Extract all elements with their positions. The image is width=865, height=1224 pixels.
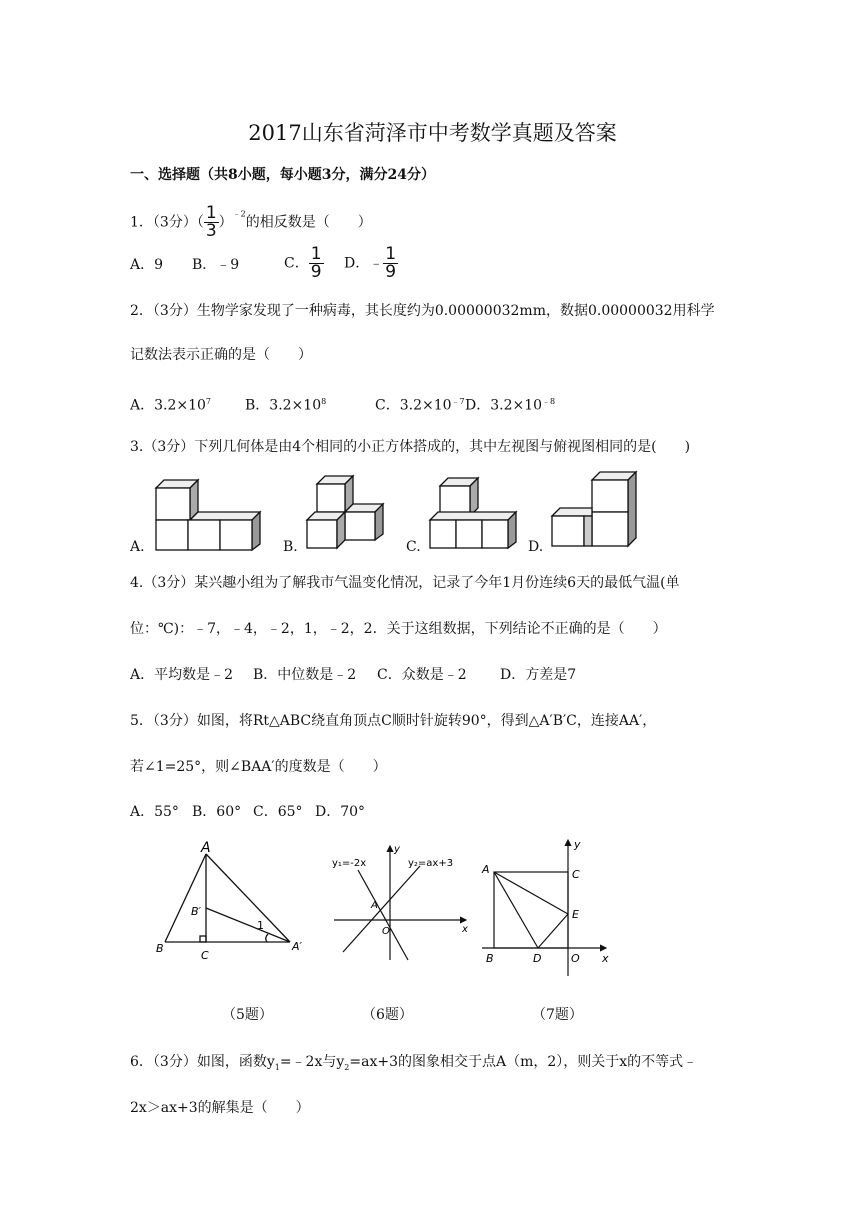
page-title: 2017山东省菏泽市中考数学真题及答案	[248, 121, 617, 145]
f7-label-xaxis: x	[602, 952, 609, 965]
q4-option-a: A．平均数是﹣2	[130, 667, 234, 683]
q3-line-1: 3.（3分）下列几何体是由4个相同的小正方体搭成的，其中左视图与俯视图相同的是( )	[130, 439, 691, 455]
q2-option-b: B．$3.2\times 10^8$	[245, 397, 327, 414]
f6-label-y2: y₂=ax+3	[408, 858, 454, 869]
q1-option-d: D．﹣ $\frac{1}{9}$	[344, 244, 397, 282]
f7-label-c: C	[572, 868, 580, 881]
q3-cube-figure-d	[548, 470, 640, 552]
q6-line-2: 2x＞ax+3的解集是（ ）	[130, 1100, 310, 1116]
figure-5-triangle	[150, 840, 320, 965]
q5-option-d: D．70°	[315, 804, 366, 820]
caption-5: （5题）	[222, 1007, 273, 1023]
q4-option-b: B．中位数是﹣2	[253, 667, 357, 683]
f5-label-angle-1: 1	[257, 919, 264, 932]
q3-option-c: C.	[406, 539, 421, 555]
caption-6: （6题）	[362, 1007, 413, 1023]
f5-label-a: A	[201, 840, 211, 856]
q3-cube-figure-a	[150, 478, 262, 552]
q5-line-2: 若∠1=25°，则∠BAA′的度数是（ ）	[130, 759, 387, 775]
q4-option-c: C．众数是﹣2	[377, 667, 467, 683]
q3-cube-figure-c	[426, 476, 521, 550]
caption-7: （7题）	[532, 1007, 583, 1023]
figure-7-square	[478, 836, 613, 976]
q2-line-2: 记数法表示正确的是（ ）	[130, 347, 312, 363]
q1-option-b: B．﹣9	[192, 257, 240, 273]
q5-option-a: A．55°	[130, 804, 179, 820]
q3-option-a: A.	[130, 539, 145, 555]
f7-label-a: A	[482, 863, 490, 876]
q3-option-d: D.	[528, 539, 544, 555]
f5-label-b: B	[156, 942, 164, 955]
q6-line-1: 6．（3分）如图，函数$y_1=﹣2x$与$y_2=ax+3$的图象相交于点A（m，2），则关于x的不等式﹣	[130, 1054, 698, 1072]
q1-fraction: $\frac{1}{3}$	[205, 203, 217, 241]
f7-label-e: E	[572, 908, 579, 921]
f6-label-xaxis: x	[462, 924, 468, 935]
q5-option-c: C．65°	[253, 804, 303, 820]
f6-label-o: O	[382, 926, 390, 937]
q1-option-c: C． $\frac{1}{9}$	[284, 244, 322, 282]
f5-label-bp: B′	[191, 905, 202, 918]
f7-label-yaxis: y	[574, 838, 581, 851]
q4-option-d: D．方差是7	[500, 667, 577, 683]
q3-cube-figure-b	[303, 474, 388, 550]
q2-option-c: C．$3.2\times 10^{﹣7}$	[375, 397, 465, 414]
q1-number: 1．（3分）（	[130, 214, 204, 231]
q4-line-2: 位：℃)：﹣7，﹣4，﹣2，1，﹣2，2．关于这组数据，下列结论不正确的是（ ）	[130, 621, 667, 637]
q3-option-b: B.	[283, 539, 298, 555]
f7-label-b: B	[486, 952, 494, 965]
q5-line-1: 5．（3分）如图，将Rt△ABC绕直角顶点C顺时针旋转90°，得到△A′B′C，连接AA′，	[130, 713, 657, 729]
q2-line-1: 2．（3分）生物学家发现了一种病毒，其长度约为0.00000032mm，数据0.00000032用科学	[130, 303, 715, 319]
f5-label-ap: A′	[292, 940, 303, 953]
q5-option-b: B．60°	[192, 804, 242, 820]
q1-option-a: A．9	[130, 257, 164, 273]
f6-label-yaxis: y	[394, 844, 400, 855]
f7-label-d: D	[533, 952, 542, 965]
section-heading: 一、选择题（共8小题，每小题3分，满分24分）	[130, 167, 435, 183]
f6-label-a: A	[371, 900, 378, 911]
f6-label-y1: y₁=-2x	[332, 858, 367, 869]
q4-line-1: 4.（3分）某兴趣小组为了解我市气温变化情况，记录了今年1月份连续6天的最低气温(单	[130, 575, 680, 591]
figure-6-graph	[328, 840, 473, 965]
f7-label-o: O	[571, 952, 580, 965]
f5-label-c: C	[201, 949, 209, 962]
question-1: 1．（3分）（ $\frac{1}{3}$ ）$^{﹣2}$的相反数是（ ）	[130, 203, 372, 241]
q2-option-d: D．$3.2\times 10^{﹣8}$	[465, 397, 556, 414]
q2-option-a: A．$3.2\times 10^7$	[130, 397, 212, 414]
